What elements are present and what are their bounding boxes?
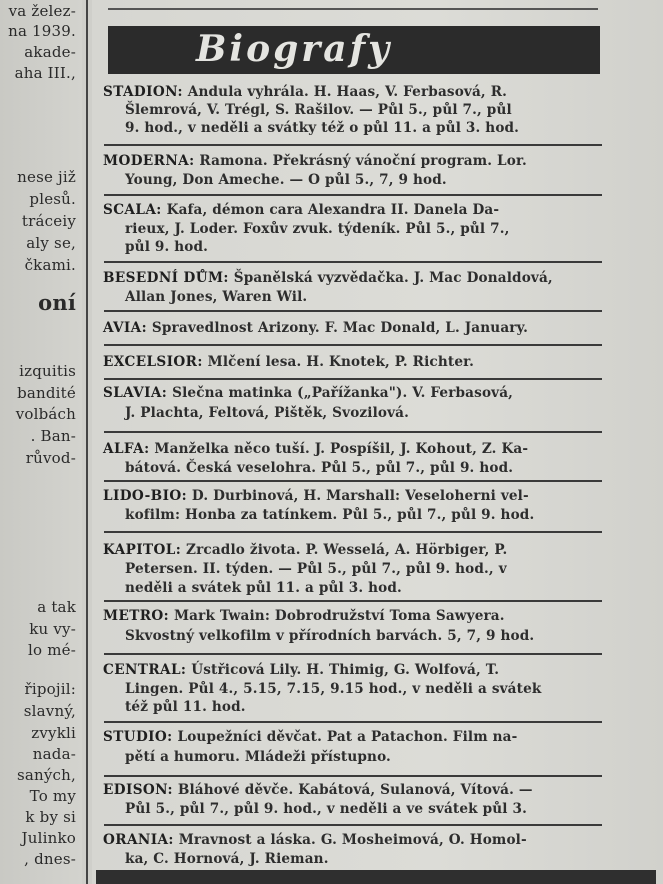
left-line: zvykli [31, 724, 76, 742]
left-line: va želez- [8, 2, 76, 20]
cinema-name: AVIA: [103, 320, 148, 336]
entry-text: Kafa, démon cara Alexandra II. Danela Da- [166, 202, 500, 218]
entry-text: Lingen. Půl 4., 5.15, 7.15, 9.15 hod., v neděli a svátek [125, 681, 542, 697]
entry-divider [104, 480, 602, 482]
left-line: To my [29, 787, 76, 805]
left-heading: oní [38, 290, 76, 315]
entry-text: Skvostný velkofilm v přírodních barvách. 5, 7, 9 hod. [125, 628, 535, 644]
entry-text: neděli a svátek půl 11. a půl 3. hod. [125, 580, 402, 596]
left-line: . Ban- [30, 427, 76, 445]
entry-divider [104, 531, 602, 533]
entry-text: J. Plachta, Feltová, Pištěk, Svozilová. [125, 405, 410, 421]
entry-divider [104, 344, 602, 346]
top-rule [108, 8, 598, 10]
entry-divider [104, 653, 602, 655]
entry-text: Šlemrová, V. Trégl, S. Rašilov. — Půl 5., půl 7., půl [125, 102, 512, 118]
left-line: aly se, [26, 234, 76, 252]
cinema-name: METRO: [103, 608, 170, 624]
entry-text: Young, Don Ameche. — O půl 5., 7, 9 hod. [125, 172, 447, 188]
left-line: akade- [24, 43, 76, 61]
entry-divider [104, 721, 602, 723]
entry-divider [104, 378, 602, 380]
left-line: řipojil: [24, 680, 76, 698]
entry-text: ka, C. Hornová, J. Rieman. [125, 851, 329, 867]
left-column-fragment [0, 0, 82, 884]
cinema-name: ALFA: [103, 441, 150, 457]
entry-text: Mravnost a láska. G. Mosheimová, O. Homol- [178, 832, 527, 848]
column-divider [86, 0, 88, 884]
cinema-name: SLAVIA: [103, 385, 168, 401]
left-line: růvod- [25, 449, 76, 467]
cinema-name: STADION: [103, 84, 183, 100]
entry-divider [104, 310, 602, 312]
left-line: a tak [37, 598, 76, 616]
left-line: bandité [17, 384, 76, 402]
entry-divider [104, 600, 602, 602]
left-line: saných, [16, 766, 76, 784]
left-line: tráceiy [21, 212, 76, 230]
entry-divider [104, 261, 602, 263]
left-line: izquitis [19, 362, 76, 380]
entry-text: Bláhové děvče. Kabátová, Sulanová, Vítová. — [177, 782, 533, 798]
entry-divider [104, 775, 602, 777]
cinema-name: SCALA: [103, 202, 162, 218]
entry-text: bátová. Česká veselohra. Půl 5., půl 7., půl 9. hod. [125, 460, 514, 476]
entry-text: Loupežníci děvčat. Pat a Patachon. Film na- [177, 729, 518, 745]
cinema-name: BESEDNÍ DŮM: [103, 270, 229, 286]
cinema-name: MODERNA: [103, 153, 195, 169]
left-line: na 1939. [8, 22, 76, 40]
entry-text: Manželka něco tuší. J. Pospíšil, J. Kohout, Z. Ka- [154, 441, 529, 457]
left-line: lo mé- [28, 641, 76, 659]
entry-text: Ramona. Překrásný vánoční program. Lor. [199, 153, 527, 169]
left-line: čkami. [24, 256, 76, 274]
section-title: Biografy [196, 28, 392, 70]
left-line: volbách [15, 405, 76, 423]
cinema-name: LIDO-BIO: [103, 488, 187, 504]
entry-text: rieux, J. Loder. Foxův zvuk. týdeník. Půl 5., půl 7., [125, 221, 510, 237]
entry-text: Petersen. II. týden. — Půl 5., půl 7., půl 9. hod., v [125, 561, 507, 577]
cinema-name: EXCELSIOR: [103, 354, 203, 370]
entry-divider [104, 431, 602, 433]
entry-text: Mlčení lesa. H. Knotek, P. Richter. [207, 354, 475, 370]
left-line: nada- [32, 745, 76, 763]
entry-text: Slečna matinka („Pařížanka"). V. Ferbasová, [172, 385, 514, 401]
entry-text: kofilm: Honba za tatínkem. Půl 5., půl 7., půl 9. hod. [125, 507, 535, 523]
cinema-name: KAPITOL: [103, 542, 182, 558]
entry-divider [104, 824, 602, 826]
left-line: nese již [17, 168, 76, 186]
entry-text: D. Durbinová, H. Marshall: Veselohernі vel- [191, 488, 529, 504]
left-line: Julinko [21, 829, 76, 847]
entry-text: Mark Twain: Dobrodružství Toma Sawyera. [173, 608, 505, 624]
entry-text: Půl 5., půl 7., půl 9. hod., v neděli a ve svátek půl 3. [125, 801, 527, 817]
entry-divider [104, 144, 602, 146]
entry-text: pětí a humoru. Mládeži přístupno. [125, 749, 391, 765]
left-line: ku vy- [29, 620, 76, 638]
bottom-rule [96, 870, 656, 884]
entry-text: Ústřicová Lily. H. Thimig, G. Wolfová, T. [191, 662, 500, 678]
cinema-name: STUDIO: [103, 729, 173, 745]
entry-text: Spravedlnost Arizony. F. Mac Donald, L. January. [151, 320, 528, 336]
entry-text: Španělská vyzvědačka. J. Mac Donaldová, [233, 270, 553, 286]
entry-text: Allan Jones, Waren Wil. [125, 289, 308, 305]
section-header [108, 26, 600, 74]
entry-text: 9. hod., v neděli a svátky též o půl 11. a půl 3. hod. [125, 120, 520, 136]
entry-text: Andula vyhrála. H. Haas, V. Ferbasová, R. [187, 84, 508, 100]
left-line: , dnes- [24, 850, 76, 868]
left-line: aha III., [14, 64, 76, 82]
left-line: plesů. [29, 190, 76, 208]
cinema-name: EDISON: [103, 782, 173, 798]
entry-divider [104, 194, 602, 196]
cinema-name: ORANIA: [103, 832, 174, 848]
entry-text: půl 9. hod. [125, 239, 209, 255]
entry-text: též půl 11. hod. [125, 699, 246, 715]
entry-text: Zrcadlo života. P. Wesselá, A. Hörbiger, P. [186, 542, 508, 558]
cinema-name: CENTRAL: [103, 662, 187, 678]
left-line: k by si [25, 808, 76, 826]
left-line: slavný, [23, 702, 76, 720]
